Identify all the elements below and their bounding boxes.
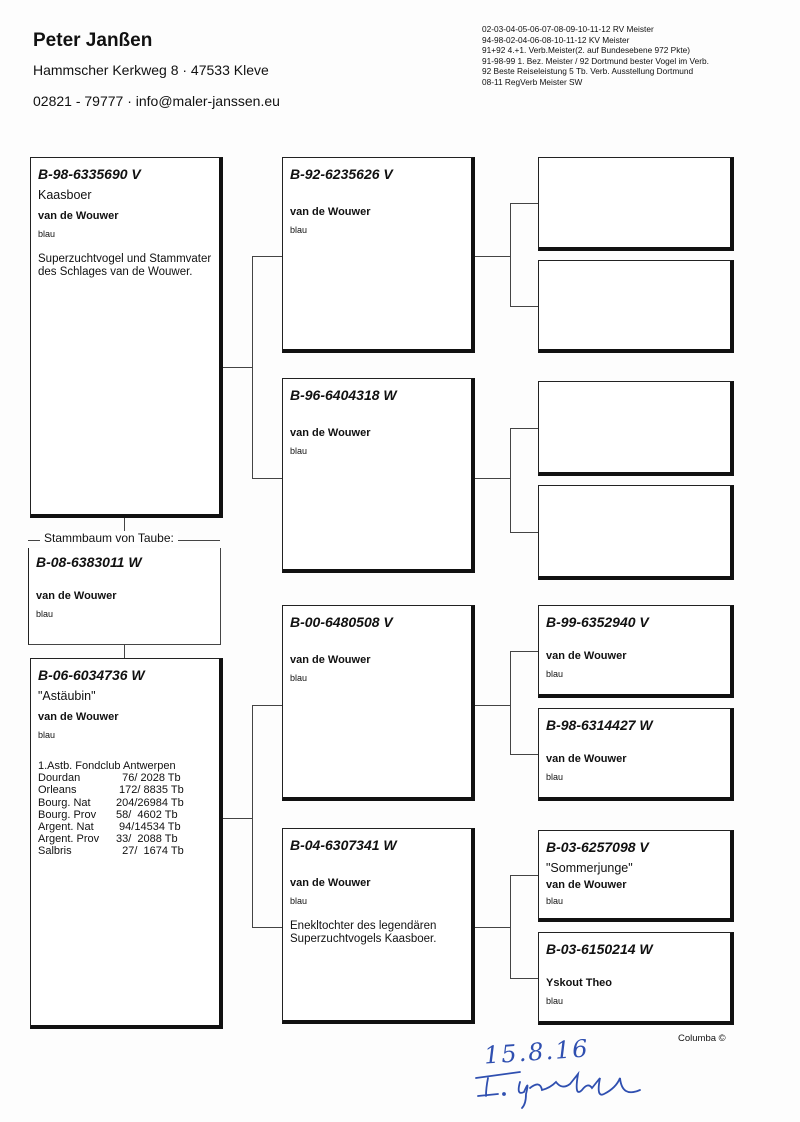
owner-contact: 02821 - 79777 · info@maler-janssen.eu <box>33 93 280 109</box>
color: blau <box>290 673 308 683</box>
result: 94/14534 Tb <box>116 821 181 834</box>
connector <box>222 818 252 819</box>
ring-number: B-06-6034736 W <box>38 667 145 683</box>
race: Orleans <box>38 784 77 797</box>
color: blau <box>290 225 308 235</box>
great-grandparent-box <box>538 932 734 1025</box>
connector <box>474 705 510 706</box>
connector <box>510 875 511 978</box>
nickname: "Astäubin" <box>38 689 96 703</box>
breeder: van de Wouwer <box>546 879 627 891</box>
connector <box>510 428 511 532</box>
note: Enekltochter des legendären Superzuchtvogels Kaasboer. <box>290 920 437 945</box>
note: Superzuchtvogel und Stammvater des Schlages van de Wouwer. <box>38 253 212 278</box>
result-row <box>38 809 212 821</box>
great-grandparent-box <box>538 830 734 922</box>
great-grandparent-box-empty <box>538 485 734 580</box>
breeder: van de Wouwer <box>290 654 371 666</box>
race: Dourdan <box>38 772 81 785</box>
breeder: van de Wouwer <box>290 206 371 218</box>
color: blau <box>38 730 56 740</box>
nickname: "Sommerjunge" <box>546 861 633 875</box>
connector <box>510 532 538 533</box>
great-grandparent-box <box>538 708 734 801</box>
achievement: 02-03-04-05-06-07-08-09-10-11-12 RV Meister <box>482 24 654 34</box>
connector <box>474 927 510 928</box>
connector <box>252 705 282 706</box>
great-grandparent-box-empty <box>538 381 734 476</box>
result: 204/26984 Tb <box>116 796 184 809</box>
handwritten-signature <box>470 1060 670 1115</box>
result-row <box>38 845 212 857</box>
ring-number: B-98-6335690 V <box>38 166 141 182</box>
ring-number: B-03-6257098 V <box>546 839 649 855</box>
software-credit: Columba © <box>678 1033 726 1044</box>
breeder: van de Wouwer <box>290 427 371 439</box>
color: blau <box>546 996 564 1006</box>
ring-number: B-08-6383011 W <box>36 554 142 570</box>
result-row <box>38 833 212 845</box>
color: blau <box>546 772 564 782</box>
owner-address: Hammscher Kerkweg 8 · 47533 Kleve <box>33 62 269 78</box>
connector <box>474 256 510 257</box>
handwritten-date: 15.8.16 <box>483 1034 591 1070</box>
breeder: van de Wouwer <box>38 711 119 723</box>
result: 76/ 2028 Tb <box>116 772 181 785</box>
great-grandparent-box-empty <box>538 157 734 251</box>
achievement: 92 Beste Reiseleistung 5 Tb. Verb. Ausstellung Dortmund <box>482 66 694 77</box>
connector <box>222 367 252 368</box>
ring-number: B-96-6404318 W <box>290 387 397 403</box>
pedigree-label: Stammbaum von Taube: <box>40 531 178 545</box>
result-row <box>38 821 212 833</box>
grandparent-box <box>282 378 475 573</box>
result-row <box>38 784 212 796</box>
dam-box <box>30 658 223 1029</box>
breeder: van de Wouwer <box>36 590 117 602</box>
color: blau <box>38 229 56 239</box>
connector <box>510 203 511 306</box>
result-row <box>38 772 212 784</box>
color: blau <box>546 896 564 906</box>
ring-number: B-00-6480508 V <box>290 614 393 630</box>
achievements <box>482 24 709 88</box>
result: 172/ 8835 Tb <box>116 784 184 797</box>
ring-number: B-99-6352940 V <box>546 614 649 630</box>
connector <box>510 875 538 876</box>
result-row <box>38 797 212 809</box>
connector <box>252 256 253 478</box>
race: Argent. Prov <box>38 833 100 846</box>
breeder: Yskout Theo <box>546 977 613 989</box>
owner-name: Peter Janßen <box>33 30 153 51</box>
ring-number: B-92-6235626 V <box>290 166 393 182</box>
color: blau <box>290 446 308 456</box>
subject-box <box>28 548 221 645</box>
connector <box>510 428 538 429</box>
result: 33/ 2088 Tb <box>116 833 178 846</box>
connector <box>510 978 538 979</box>
breeder: van de Wouwer <box>546 650 627 662</box>
performance-list <box>38 760 212 858</box>
result: 58/ 4602 Tb <box>116 808 178 821</box>
grandparent-box <box>282 828 475 1024</box>
connector <box>510 754 538 755</box>
ring-number: B-03-6150214 W <box>546 941 653 957</box>
color: blau <box>290 896 308 906</box>
race: Salbris <box>38 845 72 858</box>
ring-number: B-98-6314427 W <box>546 717 653 733</box>
connector <box>474 478 510 479</box>
great-grandparent-box <box>538 605 734 698</box>
performance-title: 1.Astb. Fondclub Antwerpen <box>38 760 176 772</box>
color: blau <box>36 609 54 619</box>
achievement: 08-11 RegVerb Meister SW <box>482 76 583 87</box>
ring-number: B-04-6307341 W <box>290 837 397 853</box>
connector <box>510 203 538 204</box>
connector <box>510 306 538 307</box>
race: Bourg. Prov <box>38 808 97 821</box>
connector <box>510 651 511 754</box>
race: Bourg. Nat <box>38 796 91 809</box>
achievement: 91+92 4.+1. Verb.Meister(2. auf Bundesebene 972 Pkte) <box>482 45 691 56</box>
nickname: Kaasboer <box>38 188 92 202</box>
race: Argent. Nat <box>38 821 94 834</box>
connector <box>252 705 253 927</box>
connector <box>124 644 125 658</box>
breeder: van de Wouwer <box>290 877 371 889</box>
breeder: van de Wouwer <box>546 753 627 765</box>
connector <box>252 256 282 257</box>
grandparent-box <box>282 157 475 353</box>
great-grandparent-box-empty <box>538 260 734 353</box>
connector <box>252 927 282 928</box>
color: blau <box>546 669 564 679</box>
achievement: 94-98-02-04-06-08-10-11-12 KV Meister <box>482 34 630 45</box>
result: 27/ 1674 Tb <box>116 845 184 858</box>
sire-box <box>30 157 223 518</box>
achievement: 91-98-99 1. Bez. Meister / 92 Dortmund bester Vogel im Verb. <box>482 55 709 66</box>
grandparent-box <box>282 605 475 801</box>
connector <box>510 651 538 652</box>
connector <box>252 478 282 479</box>
breeder: van de Wouwer <box>38 210 119 222</box>
